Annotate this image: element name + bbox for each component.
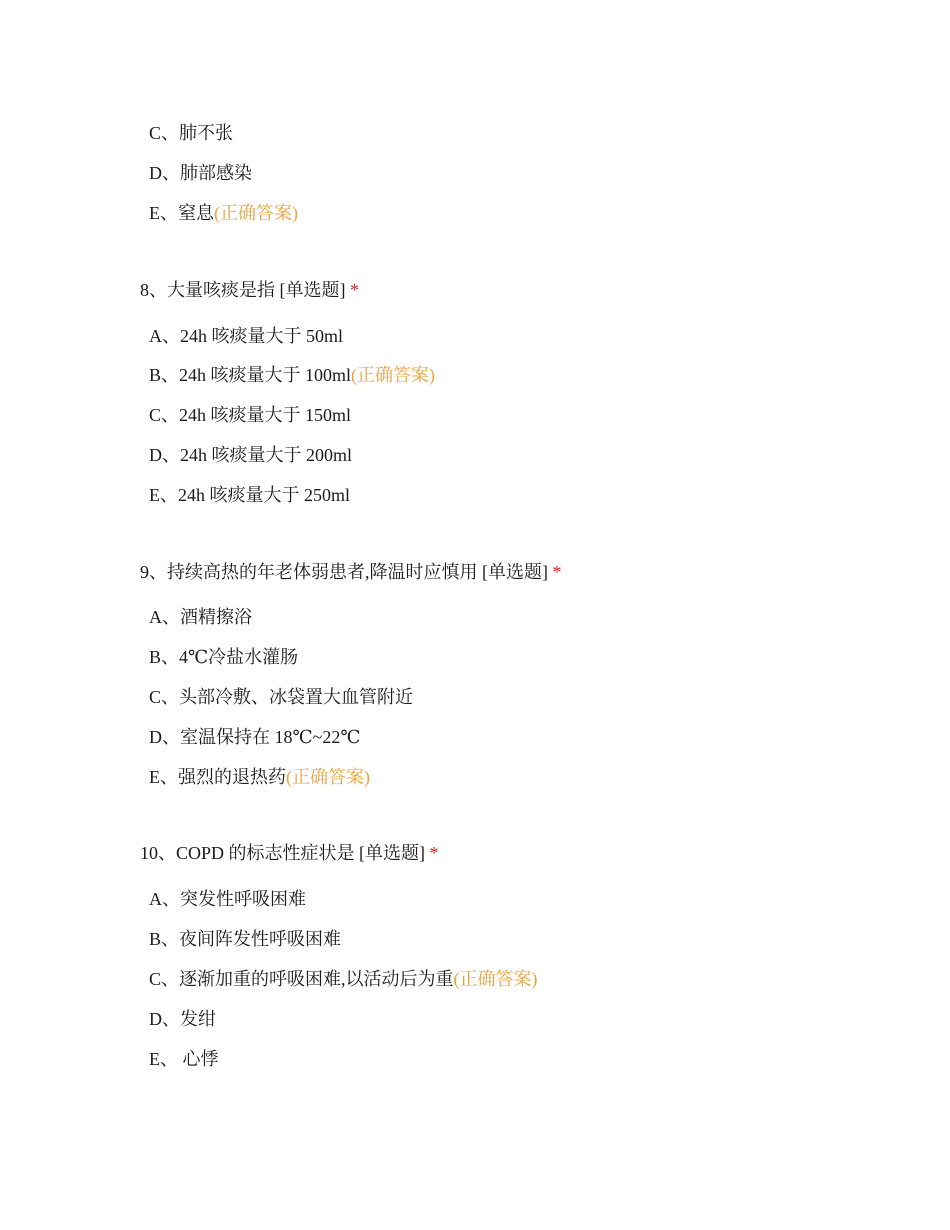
option-text: D、肺部感染 [149, 163, 252, 183]
option-e [149, 483, 350, 507]
option-text: A、24h 咳痰量大于 50ml [149, 326, 344, 346]
required-star: * [350, 280, 359, 300]
option-text: B、24h 咳痰量大于 100ml [149, 365, 352, 385]
option-text: B、4℃冷盐水灌肠 [149, 647, 299, 667]
option-d [149, 725, 361, 749]
correct-answer-tag: (正确答案) [214, 203, 298, 223]
question-title-text: 10、COPD 的标志性症状是 [单选题] [140, 843, 426, 863]
option-text: C、逐渐加重的呼吸困难,以活动后为重 [149, 969, 454, 989]
question-title [140, 560, 562, 584]
correct-answer-tag: (正确答案) [286, 767, 370, 787]
option-d [149, 161, 252, 185]
option-text: C、头部冷敷、冰袋置大血管附近 [149, 687, 414, 707]
option-text: E、窒息 [149, 203, 214, 223]
option-text: C、24h 咳痰量大于 150ml [149, 405, 352, 425]
option-d [149, 1007, 216, 1031]
question-title-text: 8、大量咳痰是指 [单选题] [140, 280, 346, 300]
option-a [149, 324, 343, 348]
option-text: C、肺不张 [149, 123, 234, 143]
required-star: * [429, 843, 439, 863]
option-c [149, 403, 351, 427]
option-text: A、酒精擦浴 [149, 607, 252, 627]
option-e [149, 1047, 219, 1071]
option-e [149, 201, 298, 225]
option-c [149, 967, 538, 991]
option-text: A、突发性呼吸困难 [149, 889, 306, 909]
option-text: E、强烈的退热药 [149, 767, 286, 787]
question-title [140, 278, 359, 302]
option-text: D、发绀 [149, 1009, 216, 1029]
option-e [149, 765, 370, 789]
option-a [149, 605, 252, 629]
option-c [149, 685, 413, 709]
option-b [149, 363, 435, 387]
question-title-text: 9、持续高热的年老体弱患者,降温时应慎用 [单选题] [140, 562, 548, 582]
option-text: D、室温保持在 18℃~22℃ [149, 727, 361, 747]
option-b [149, 927, 341, 951]
option-a [149, 887, 306, 911]
question-title [140, 841, 439, 865]
option-text: E、 心悸 [149, 1049, 219, 1069]
option-b [149, 645, 298, 669]
correct-answer-tag: (正确答案) [453, 969, 538, 989]
option-text: D、24h 咳痰量大于 200ml [149, 445, 353, 465]
option-text: B、夜间阵发性呼吸困难 [149, 929, 342, 949]
required-star: * [552, 562, 562, 582]
correct-answer-tag: (正确答案) [351, 365, 436, 385]
option-c [149, 121, 233, 145]
option-text: E、24h 咳痰量大于 250ml [149, 485, 350, 505]
option-d [149, 443, 352, 467]
